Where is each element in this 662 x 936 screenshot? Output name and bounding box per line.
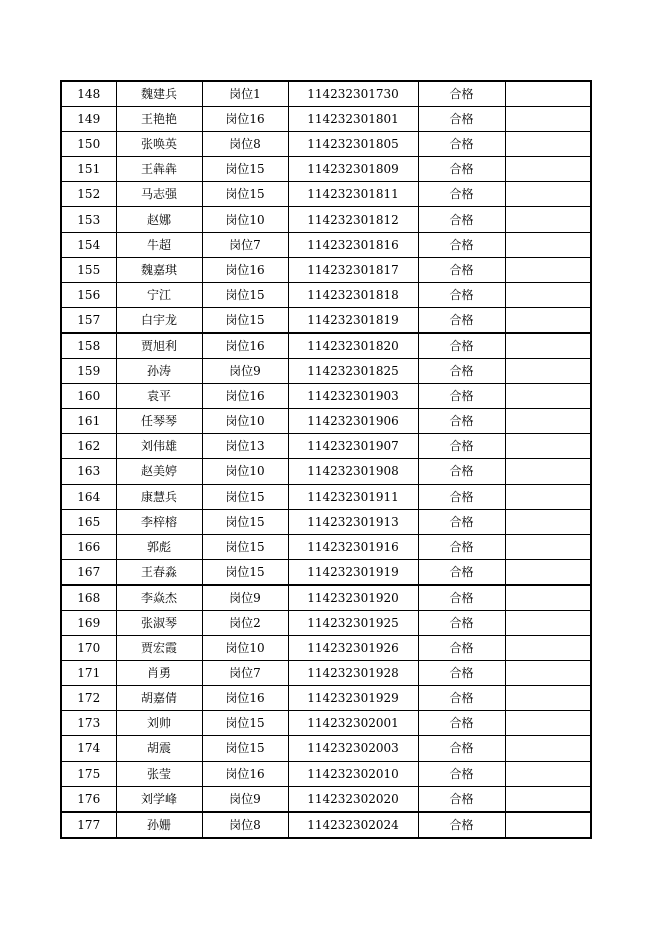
position-cell: 岗位1 bbox=[202, 81, 288, 107]
result-cell: 合格 bbox=[418, 610, 505, 635]
row-number-cell: 161 bbox=[61, 409, 116, 434]
row-number-cell: 155 bbox=[61, 257, 116, 282]
result-cell: 合格 bbox=[418, 207, 505, 232]
name-cell: 魏建兵 bbox=[116, 81, 202, 107]
name-cell: 孙姗 bbox=[116, 812, 202, 838]
note-cell bbox=[505, 282, 591, 307]
ticket-number-cell: 114232301818 bbox=[288, 282, 418, 307]
row-number-cell: 166 bbox=[61, 534, 116, 559]
table-row bbox=[61, 559, 591, 585]
row-number-cell: 163 bbox=[61, 459, 116, 484]
ticket-number-cell: 114232301811 bbox=[288, 182, 418, 207]
table-row bbox=[61, 736, 591, 761]
table-row bbox=[61, 509, 591, 534]
ticket-number-cell: 114232301816 bbox=[288, 232, 418, 257]
position-cell: 岗位9 bbox=[202, 786, 288, 812]
result-cell: 合格 bbox=[418, 686, 505, 711]
ticket-number-cell: 114232301903 bbox=[288, 384, 418, 409]
note-cell bbox=[505, 509, 591, 534]
ticket-number-cell: 114232301825 bbox=[288, 359, 418, 384]
row-number-cell: 169 bbox=[61, 610, 116, 635]
result-cell: 合格 bbox=[418, 711, 505, 736]
result-cell: 合格 bbox=[418, 132, 505, 157]
ticket-number-cell: 114232301730 bbox=[288, 81, 418, 107]
position-cell: 岗位9 bbox=[202, 359, 288, 384]
row-number-cell: 150 bbox=[61, 132, 116, 157]
position-cell: 岗位16 bbox=[202, 257, 288, 282]
note-cell bbox=[505, 409, 591, 434]
row-number-cell: 172 bbox=[61, 686, 116, 711]
row-number-cell: 164 bbox=[61, 484, 116, 509]
row-number-cell: 170 bbox=[61, 636, 116, 661]
ticket-number-cell: 114232301819 bbox=[288, 307, 418, 333]
name-cell: 张唤英 bbox=[116, 132, 202, 157]
row-number-cell: 148 bbox=[61, 81, 116, 107]
note-cell bbox=[505, 434, 591, 459]
row-number-cell: 176 bbox=[61, 786, 116, 812]
name-cell: 胡嘉倩 bbox=[116, 686, 202, 711]
table-row bbox=[61, 207, 591, 232]
row-number-cell: 167 bbox=[61, 559, 116, 585]
name-cell: 刘伟雄 bbox=[116, 434, 202, 459]
ticket-number-cell: 114232301906 bbox=[288, 409, 418, 434]
name-cell: 马志强 bbox=[116, 182, 202, 207]
position-cell: 岗位10 bbox=[202, 459, 288, 484]
row-number-cell: 168 bbox=[61, 585, 116, 611]
name-cell: 宁江 bbox=[116, 282, 202, 307]
name-cell: 王艳艳 bbox=[116, 107, 202, 132]
position-cell: 岗位10 bbox=[202, 409, 288, 434]
ticket-number-cell: 114232301801 bbox=[288, 107, 418, 132]
position-cell: 岗位2 bbox=[202, 610, 288, 635]
result-cell: 合格 bbox=[418, 232, 505, 257]
result-cell: 合格 bbox=[418, 81, 505, 107]
table-row bbox=[61, 534, 591, 559]
result-cell: 合格 bbox=[418, 812, 505, 838]
name-cell: 魏嘉琪 bbox=[116, 257, 202, 282]
table-row bbox=[61, 484, 591, 509]
ticket-number-cell: 114232301907 bbox=[288, 434, 418, 459]
row-number-cell: 156 bbox=[61, 282, 116, 307]
note-cell bbox=[505, 610, 591, 635]
ticket-number-cell: 114232302024 bbox=[288, 812, 418, 838]
note-cell bbox=[505, 182, 591, 207]
position-cell: 岗位16 bbox=[202, 686, 288, 711]
name-cell: 赵娜 bbox=[116, 207, 202, 232]
ticket-number-cell: 114232301812 bbox=[288, 207, 418, 232]
table-row bbox=[61, 257, 591, 282]
result-cell: 合格 bbox=[418, 434, 505, 459]
row-number-cell: 173 bbox=[61, 711, 116, 736]
row-number-cell: 162 bbox=[61, 434, 116, 459]
name-cell: 孙涛 bbox=[116, 359, 202, 384]
name-cell: 贾旭利 bbox=[116, 333, 202, 359]
result-cell: 合格 bbox=[418, 585, 505, 611]
row-number-cell: 175 bbox=[61, 761, 116, 786]
result-cell: 合格 bbox=[418, 333, 505, 359]
name-cell: 王春淼 bbox=[116, 559, 202, 585]
result-cell: 合格 bbox=[418, 559, 505, 585]
table-row bbox=[61, 686, 591, 711]
name-cell: 贾宏霞 bbox=[116, 636, 202, 661]
row-number-cell: 171 bbox=[61, 661, 116, 686]
position-cell: 岗位9 bbox=[202, 585, 288, 611]
table-row bbox=[61, 132, 591, 157]
position-cell: 岗位15 bbox=[202, 559, 288, 585]
ticket-number-cell: 114232301926 bbox=[288, 636, 418, 661]
note-cell bbox=[505, 736, 591, 761]
note-cell bbox=[505, 686, 591, 711]
table-row bbox=[61, 459, 591, 484]
name-cell: 袁平 bbox=[116, 384, 202, 409]
ticket-number-cell: 114232302003 bbox=[288, 736, 418, 761]
row-number-cell: 157 bbox=[61, 307, 116, 333]
position-cell: 岗位13 bbox=[202, 434, 288, 459]
note-cell bbox=[505, 559, 591, 585]
results-table bbox=[60, 80, 592, 839]
row-number-cell: 174 bbox=[61, 736, 116, 761]
note-cell bbox=[505, 257, 591, 282]
ticket-number-cell: 114232301928 bbox=[288, 661, 418, 686]
result-cell: 合格 bbox=[418, 509, 505, 534]
position-cell: 岗位16 bbox=[202, 333, 288, 359]
result-cell: 合格 bbox=[418, 736, 505, 761]
table-row bbox=[61, 409, 591, 434]
position-cell: 岗位8 bbox=[202, 812, 288, 838]
table-row bbox=[61, 434, 591, 459]
ticket-number-cell: 114232302010 bbox=[288, 761, 418, 786]
name-cell: 赵美婷 bbox=[116, 459, 202, 484]
position-cell: 岗位16 bbox=[202, 107, 288, 132]
position-cell: 岗位15 bbox=[202, 509, 288, 534]
result-cell: 合格 bbox=[418, 384, 505, 409]
name-cell: 王犇犇 bbox=[116, 157, 202, 182]
table-row bbox=[61, 81, 591, 107]
note-cell bbox=[505, 359, 591, 384]
row-number-cell: 151 bbox=[61, 157, 116, 182]
table-row bbox=[61, 711, 591, 736]
row-number-cell: 152 bbox=[61, 182, 116, 207]
row-number-cell: 154 bbox=[61, 232, 116, 257]
result-cell: 合格 bbox=[418, 282, 505, 307]
note-cell bbox=[505, 585, 591, 611]
results-table-body bbox=[61, 81, 591, 838]
row-number-cell: 159 bbox=[61, 359, 116, 384]
ticket-number-cell: 114232301908 bbox=[288, 459, 418, 484]
name-cell: 刘帅 bbox=[116, 711, 202, 736]
table-row bbox=[61, 610, 591, 635]
ticket-number-cell: 114232301820 bbox=[288, 333, 418, 359]
result-cell: 合格 bbox=[418, 409, 505, 434]
position-cell: 岗位8 bbox=[202, 132, 288, 157]
table-row bbox=[61, 307, 591, 333]
result-cell: 合格 bbox=[418, 484, 505, 509]
name-cell: 胡震 bbox=[116, 736, 202, 761]
name-cell: 肖勇 bbox=[116, 661, 202, 686]
note-cell bbox=[505, 661, 591, 686]
note-cell bbox=[505, 812, 591, 838]
result-cell: 合格 bbox=[418, 359, 505, 384]
table-row bbox=[61, 232, 591, 257]
note-cell bbox=[505, 81, 591, 107]
name-cell: 任琴琴 bbox=[116, 409, 202, 434]
name-cell: 张淑琴 bbox=[116, 610, 202, 635]
result-cell: 合格 bbox=[418, 636, 505, 661]
note-cell bbox=[505, 157, 591, 182]
position-cell: 岗位15 bbox=[202, 484, 288, 509]
name-cell: 康慧兵 bbox=[116, 484, 202, 509]
position-cell: 岗位15 bbox=[202, 711, 288, 736]
result-cell: 合格 bbox=[418, 257, 505, 282]
table-row bbox=[61, 157, 591, 182]
result-cell: 合格 bbox=[418, 307, 505, 333]
position-cell: 岗位10 bbox=[202, 207, 288, 232]
result-cell: 合格 bbox=[418, 661, 505, 686]
table-row bbox=[61, 812, 591, 838]
position-cell: 岗位15 bbox=[202, 282, 288, 307]
result-cell: 合格 bbox=[418, 534, 505, 559]
ticket-number-cell: 114232301925 bbox=[288, 610, 418, 635]
note-cell bbox=[505, 307, 591, 333]
position-cell: 岗位7 bbox=[202, 661, 288, 686]
note-cell bbox=[505, 384, 591, 409]
note-cell bbox=[505, 207, 591, 232]
table-row bbox=[61, 585, 591, 611]
note-cell bbox=[505, 761, 591, 786]
row-number-cell: 153 bbox=[61, 207, 116, 232]
result-cell: 合格 bbox=[418, 786, 505, 812]
ticket-number-cell: 114232301919 bbox=[288, 559, 418, 585]
table-row bbox=[61, 182, 591, 207]
ticket-number-cell: 114232301929 bbox=[288, 686, 418, 711]
table-row bbox=[61, 661, 591, 686]
result-cell: 合格 bbox=[418, 761, 505, 786]
ticket-number-cell: 114232301805 bbox=[288, 132, 418, 157]
position-cell: 岗位10 bbox=[202, 636, 288, 661]
name-cell: 刘学峰 bbox=[116, 786, 202, 812]
position-cell: 岗位15 bbox=[202, 157, 288, 182]
ticket-number-cell: 114232301916 bbox=[288, 534, 418, 559]
row-number-cell: 165 bbox=[61, 509, 116, 534]
table-row bbox=[61, 636, 591, 661]
ticket-number-cell: 114232301920 bbox=[288, 585, 418, 611]
row-number-cell: 160 bbox=[61, 384, 116, 409]
ticket-number-cell: 114232302020 bbox=[288, 786, 418, 812]
table-row bbox=[61, 333, 591, 359]
ticket-number-cell: 114232301817 bbox=[288, 257, 418, 282]
table-row bbox=[61, 384, 591, 409]
note-cell bbox=[505, 107, 591, 132]
position-cell: 岗位16 bbox=[202, 761, 288, 786]
position-cell: 岗位15 bbox=[202, 307, 288, 333]
note-cell bbox=[505, 232, 591, 257]
row-number-cell: 177 bbox=[61, 812, 116, 838]
row-number-cell: 149 bbox=[61, 107, 116, 132]
name-cell: 李焱杰 bbox=[116, 585, 202, 611]
note-cell bbox=[505, 484, 591, 509]
table-row bbox=[61, 107, 591, 132]
note-cell bbox=[505, 636, 591, 661]
note-cell bbox=[505, 333, 591, 359]
ticket-number-cell: 114232301913 bbox=[288, 509, 418, 534]
ticket-number-cell: 114232301911 bbox=[288, 484, 418, 509]
position-cell: 岗位15 bbox=[202, 736, 288, 761]
note-cell bbox=[505, 132, 591, 157]
name-cell: 李梓榕 bbox=[116, 509, 202, 534]
result-cell: 合格 bbox=[418, 459, 505, 484]
name-cell: 白宇龙 bbox=[116, 307, 202, 333]
note-cell bbox=[505, 534, 591, 559]
row-number-cell: 158 bbox=[61, 333, 116, 359]
ticket-number-cell: 114232301809 bbox=[288, 157, 418, 182]
position-cell: 岗位15 bbox=[202, 534, 288, 559]
result-cell: 合格 bbox=[418, 182, 505, 207]
result-cell: 合格 bbox=[418, 107, 505, 132]
name-cell: 郭彪 bbox=[116, 534, 202, 559]
table-row bbox=[61, 359, 591, 384]
name-cell: 牛超 bbox=[116, 232, 202, 257]
note-cell bbox=[505, 459, 591, 484]
table-row bbox=[61, 786, 591, 812]
result-cell: 合格 bbox=[418, 157, 505, 182]
position-cell: 岗位7 bbox=[202, 232, 288, 257]
table-row bbox=[61, 761, 591, 786]
ticket-number-cell: 114232302001 bbox=[288, 711, 418, 736]
note-cell bbox=[505, 786, 591, 812]
position-cell: 岗位15 bbox=[202, 182, 288, 207]
note-cell bbox=[505, 711, 591, 736]
position-cell: 岗位16 bbox=[202, 384, 288, 409]
name-cell: 张莹 bbox=[116, 761, 202, 786]
table-row bbox=[61, 282, 591, 307]
